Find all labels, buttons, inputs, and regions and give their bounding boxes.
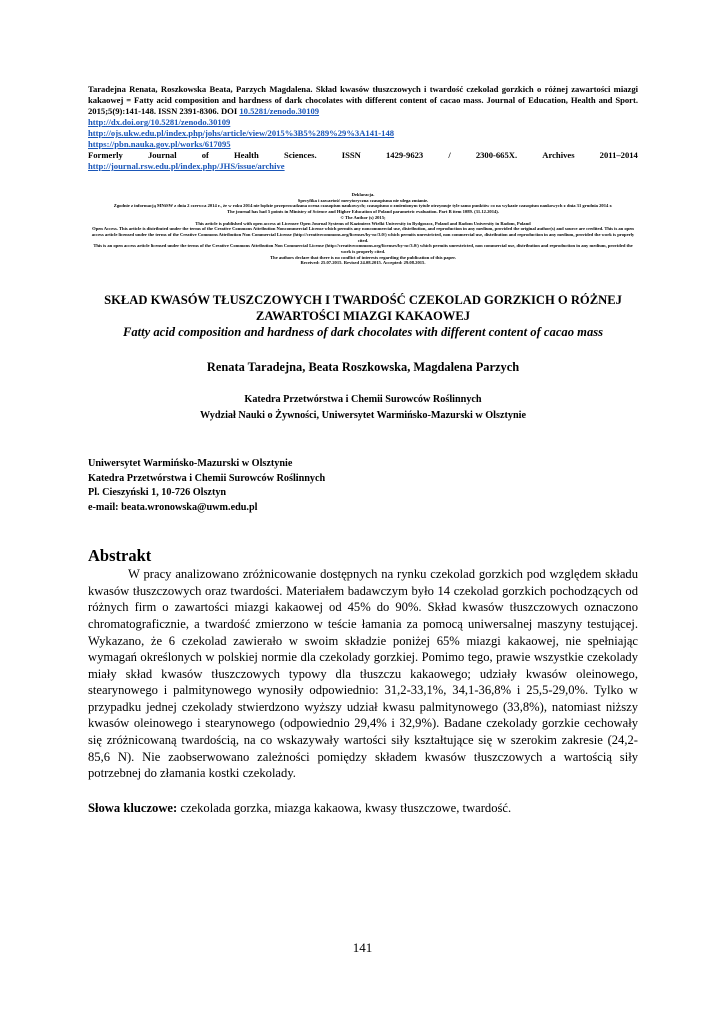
abstract-body: W pracy analizowano zróżnicowanie dostępnych na rynku czekolad gorzkich pod względem składu kwasów tłuszczowych oraz twardości. Materiałem badawczym było 14 czekolad gorzkich pochodzących od różnych firm o zawartości miazgi kakaowej od 45% do 90%. Skład kwasów tłuszczowych oznaczono chromatograficznie, a twardość zmierzono w teście łamania za pomocą uniwersalnej maszyny testującej. Wykazano, że 6 czekolad zawierało w swoim składzie poniżej 65% miazgi kakaowej, nie spełniając wymagań określonych w polskiej normie dla czekolady gorzkiej. Pomimo tego, prawie wszystkie czekolady miały skład kwasów tłuszczowych typowy dla tłuszczu kakaowego; udziały kwasów oleinowego, stearynowego i palmitynowego wynosiły odpowiednio: 31,2-33,1%, 34,1-36,8% i 25,5-29,0%. Tylko w przypadku jednej czekolady stwierdzono wyższy udział kwasu palmitynowego (33,8%), natomiast niższy kwasów oleinowego i stearynowego (odpowiednio 29,4% i 32,9%). Badane czekolady gorzkie cechowały się zróżnicowaną twardością, na co wskazywały wartości siły kształtujące się w szerokim zakresie (24,2-85,6 N). Nie zaobserwowano zależności pomiędzy składem kwasów tłuszczowych a wartością siły potrzebnej do złamania kostki czekolady.	[88, 567, 638, 781]
formerly-word: ISSN	[341, 150, 361, 160]
declaration-line: This article is published with open access at Licensee Open Journal Systems of Kazimierz Wielki University in Bydgoszcz, Poland and Radom University in Radom, Poland	[195, 220, 531, 226]
address-line: Uniwersytet Warmińsko-Mazurski w Olsztynie	[88, 458, 293, 470]
address-line: Pl. Cieszyński 1, 10-726 Olsztyn	[88, 487, 227, 499]
address-email: e-mail: beata.wronowska@uwm.edu.pl	[88, 501, 258, 513]
archive-link[interactable]: http://journal.rsw.edu.pl/index.php/JHS/issue/archive	[88, 161, 285, 171]
formerly-word: 1429-9623	[385, 150, 424, 160]
declaration-line: The journal has had 5 points in Ministry of Science and Higher Education of Poland parametric evaluation. Part B item 1089. (31.12.2014).	[227, 209, 499, 215]
affiliation	[88, 392, 638, 424]
abstract-heading: Abstrakt	[88, 546, 152, 566]
declaration-line: This is an open access article licensed under the terms of the Creative Commons Attribution Non Commercial License (http://creativecommons.org/licenses/by-nc/3.0/) which permits unrestricted, non commercial use, distribution and reproduction in any medium, provided the work is properly cited.	[93, 243, 633, 255]
keywords-text: czekolada gorzka, miazga kakaowa, kwasy tłuszczowe, twardość.	[180, 800, 512, 815]
formerly-word: Archives	[542, 150, 575, 160]
declaration-line: Open Access. This article is distributed under the terms of the Creative Commons Attribution Noncommercial License which permits any noncommercial use, distribution, and reproduction in any medium, provided the original author(s) and source are credited. This is an open access article licensed under the terms of the Creative Commons Attribution Non Commercial License (http://creativecommons.org/licenses/by-nc/3.0/) which permits unrestricted, non commercial use, distribution and reproduction in any medium, provided the work is properly cited.	[91, 226, 635, 243]
citation-line: Taradejna Renata, Roszkowska Beata, Parzych Magdalena. Skład kwasów tłuszczowych i twardość czekolad gorzkich o różnej zawartości miazgi kakaowej = Fatty acid composition and hardness of dark chocolates with different content of cacao mass. Journal of Education, Health and Sport. 2015;5(9):141-148. ISSN 2391-8306. DOI	[88, 84, 638, 116]
correspondence-address	[88, 457, 638, 515]
article-page	[88, 84, 638, 816]
formerly-word: Formerly	[88, 150, 123, 160]
citation-block	[88, 84, 638, 172]
keywords	[88, 800, 638, 817]
formerly-word: Journal	[147, 150, 177, 160]
formerly-word: /	[448, 150, 451, 160]
authors: Renata Taradejna, Beata Roszkowska, Magdalena Parzych	[206, 360, 520, 375]
page-number: 141	[352, 940, 373, 955]
declaration-line: Zgodnie z informacją MNiSW z dnia 2 czerwca 2014 r., że w roku 2014 nie będzie przeprowadzana ocena czasopism naukowych; czasopismo o zmienionym tytule otrzymuje tyle samo punktów co na wykazie czasopism naukowych z dnia 31 grudnia 2014 r.	[113, 203, 613, 209]
title-polish: SKŁAD KWASÓW TŁUSZCZOWYCH I TWARDOŚĆ CZEKOLAD GORZKICH O RÓŻNEJ ZAWARTOŚCI MIAZGI KAKAOWEJ	[104, 293, 622, 324]
doi-link[interactable]: 10.5281/zenodo.30109	[239, 106, 320, 116]
doi-url-link[interactable]: http://dx.doi.org/10.5281/zenodo.30109	[88, 117, 231, 127]
formerly-word: Sciences.	[283, 150, 317, 160]
formerly-row	[88, 150, 638, 161]
ojs-link[interactable]: http://ojs.ukw.edu.pl/index.php/johs/article/view/2015%3B5%289%29%3A141-148	[88, 128, 395, 138]
address-line: Katedra Przetwórstwa i Chemii Surowców Roślinnych	[88, 472, 326, 484]
affiliation-line: Katedra Przetwórstwa i Chemii Surowców Roślinnych	[244, 394, 482, 406]
declaration-line: © The Author (s) 2015;	[340, 214, 386, 220]
formerly-word: 2300-665X.	[475, 150, 518, 160]
keywords-label: Słowa kluczowe:	[88, 800, 178, 815]
declaration-line: Received: 25.07.2015. Revised 24.08.2015. Accepted: 29.08.2015.	[300, 260, 426, 266]
formerly-word: of	[201, 150, 209, 160]
declaration-line: Specyfika i zawartość merytoryczna czasopisma nie ulega zmianie.	[297, 197, 429, 203]
title-english: Fatty acid composition and hardness of dark chocolates with different content of cacao mass	[122, 325, 604, 340]
declaration-line: Deklaracja.	[351, 192, 375, 197]
declaration-block	[88, 192, 638, 266]
declaration-line: The authors declare that there is no conflict of interests regarding the publication of this paper.	[270, 254, 456, 260]
pbn-link[interactable]: https://pbn.nauka.gov.pl/works/617095	[88, 139, 231, 149]
citation-text	[88, 84, 638, 117]
affiliation-line: Wydział Nauki o Żywności, Uniwersytet Warmińsko-Mazurski w Olsztynie	[199, 410, 526, 422]
formerly-word: 2011–2014	[599, 150, 638, 160]
formerly-word: Health	[234, 150, 259, 160]
